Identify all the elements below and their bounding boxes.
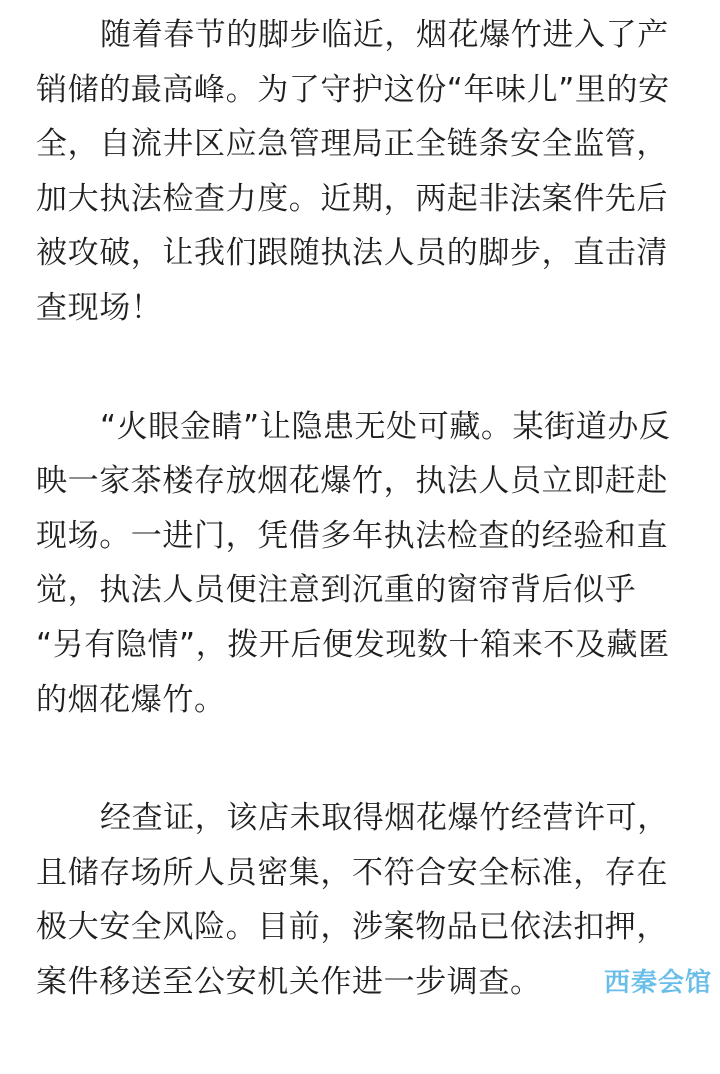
paragraph-line: 被攻破，让我们跟随执法人员的脚步，直击清 [36,235,668,272]
paragraph-line: 经查证，该店未取得烟花爆竹经营许可， [100,800,669,837]
article-body [36,8,696,1074]
paragraph-line: 映一家茶楼存放烟花爆竹，执法人员立即赶赴 [36,463,668,500]
paragraph-line: 极大安全风险。目前，涉案物品已依法扣押， [36,909,668,946]
paragraph-line: 销储的最高峰。为了守护这份“年味儿”里的安 [36,71,670,108]
paragraph-1 [36,8,696,336]
paragraph-line: 的烟花爆竹。 [36,681,226,718]
paragraph-line: “另有隐情”，拨开后便发现数十箱来不及藏匿 [36,626,670,663]
paragraph-line: 加大执法检查力度。近期，两起非法案件先后 [36,180,668,217]
watermark-logo: 西秦会馆 [603,968,712,998]
paragraph-line: 现场。一进门，凭借多年执法检查的经验和直 [36,517,668,554]
paragraph-line: 案件移送至公安机关作进一步调查。 [36,963,542,1000]
paragraph-line: 随着春节的脚步临近，烟花爆竹进入了产 [100,17,669,53]
paragraph-3 [36,791,696,1009]
paragraph-line: 且储存场所人员密集，不符合安全标准，存在 [36,854,668,891]
paragraph-2 [36,400,696,728]
paragraph-line: 觉，执法人员便注意到沉重的窗帘背后似乎 [36,572,637,609]
paragraph-line: 查现场！ [36,289,163,326]
paragraph-line: 全，自流井区应急管理局正全链条安全监管， [36,126,668,163]
paragraph-line: “火眼金睛”让隐患无处可藏。某街道办反 [100,408,671,445]
